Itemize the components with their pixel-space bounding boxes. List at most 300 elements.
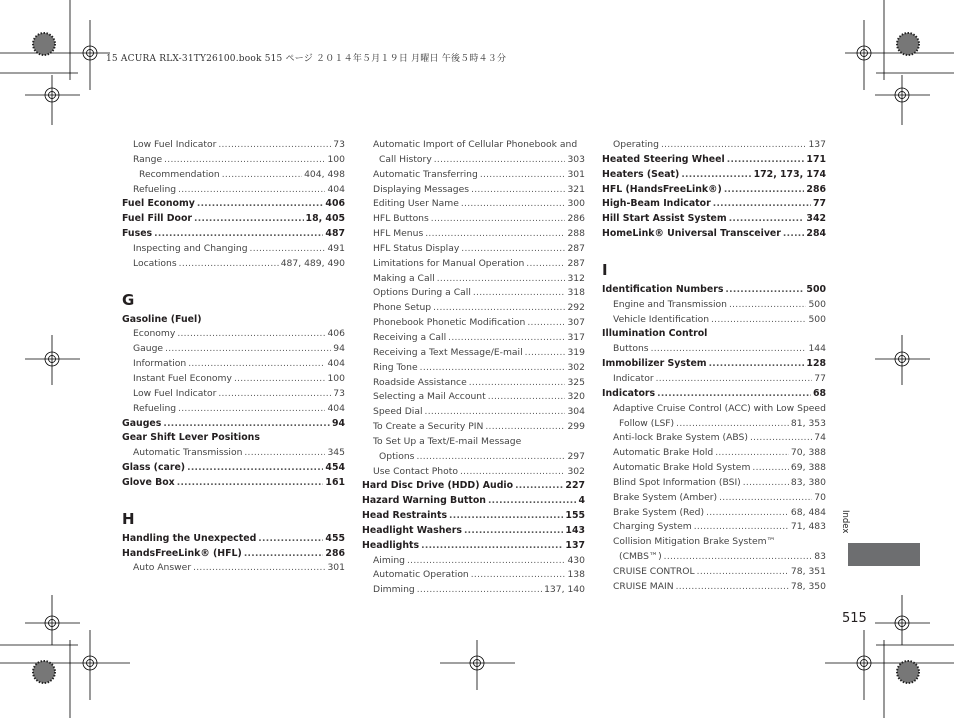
index-entry: [362, 212, 585, 227]
index-entry: [602, 153, 826, 168]
index-entry-term: Blind Spot Information (BSI): [613, 476, 741, 488]
dot-leader: [421, 539, 563, 554]
index-entry-page[interactable]: 455: [325, 532, 345, 544]
dot-leader: [178, 402, 325, 417]
dot-leader: [425, 405, 566, 420]
index-entry-term: Refueling: [133, 183, 177, 195]
index-entry-page[interactable]: 342: [806, 213, 826, 225]
index-entry: [602, 313, 826, 328]
dot-leader: [657, 387, 811, 402]
dot-leader: [664, 550, 813, 565]
index-entry: [602, 431, 826, 446]
index-entry-term: Charging System: [613, 521, 692, 533]
index-entry-term: Editing User Name: [373, 198, 459, 210]
index-entry-page[interactable]: 100: [327, 372, 345, 384]
index-entry-page[interactable]: 500: [808, 313, 826, 325]
index-entry: [362, 450, 585, 465]
index-entry-term: High-Beam Indicator: [602, 198, 711, 210]
index-entry-term: Fuel Fill Door: [122, 213, 193, 225]
index-entry: [362, 524, 585, 539]
index-entry-page[interactable]: 70: [814, 491, 826, 503]
index-entry: [122, 387, 345, 402]
index-entry-page[interactable]: 303: [567, 153, 585, 165]
index-entry-page[interactable]: 138: [567, 569, 585, 581]
dot-leader: [244, 446, 325, 461]
index-entry-term: Receiving a Text Message/E-mail: [373, 346, 523, 358]
index-entry: [122, 257, 345, 272]
section-letter: G: [122, 290, 135, 309]
index-entry-term: Head Restraints: [362, 510, 448, 522]
index-entry-term: Phonebook Phonetic Modification: [373, 317, 526, 329]
dot-leader: [515, 479, 563, 494]
dot-leader: [193, 561, 325, 576]
dot-leader: [480, 168, 566, 183]
index-entry-page[interactable]: 144: [808, 343, 826, 355]
index-entry: [602, 183, 826, 198]
index-entry-page[interactable]: 77: [814, 372, 826, 384]
index-entry-page[interactable]: 320: [567, 391, 585, 403]
index-entry: [362, 272, 585, 287]
index-entry-page[interactable]: 81, 353: [790, 417, 826, 429]
index-entry-page[interactable]: 404: [327, 183, 345, 195]
dot-leader: [651, 342, 807, 357]
index-entry: [122, 168, 345, 183]
index-entry-term: Gauge: [133, 343, 164, 355]
index-entry-term: Heated Steering Wheel: [602, 153, 725, 165]
index-entry: [602, 212, 826, 227]
index-entry: [362, 346, 585, 361]
dot-leader: [461, 242, 565, 257]
index-entry: [602, 417, 826, 432]
index-entry: [362, 331, 585, 346]
index-entry: [602, 387, 826, 402]
index-entry: [602, 520, 826, 535]
dot-leader: [676, 580, 789, 595]
index-entry-term: Auto Answer: [133, 562, 192, 574]
index-entry-page[interactable]: 100: [327, 153, 345, 165]
dot-leader: [743, 476, 789, 491]
dot-leader: [464, 524, 563, 539]
dot-leader: [725, 283, 804, 298]
index-entry-page[interactable]: 71, 483: [790, 521, 826, 533]
index-entry-page[interactable]: 78, 351: [790, 565, 826, 577]
index-entry: [362, 301, 585, 316]
index-entry-page[interactable]: 404: [327, 402, 345, 414]
index-entry-page[interactable]: 227: [565, 480, 585, 492]
index-entry-page[interactable]: 161: [325, 476, 345, 488]
index-entry-page[interactable]: 4: [578, 495, 585, 507]
index-entry-page[interactable]: 454: [325, 462, 345, 474]
index-entry-page[interactable]: 404, 498: [304, 168, 345, 180]
index-entry: [602, 168, 826, 183]
index-entry-term: HFL (HandsFreeLink®): [602, 183, 722, 195]
index-entry: [602, 138, 826, 153]
page-number: 515: [842, 611, 867, 626]
dot-leader: [715, 446, 789, 461]
dot-leader: [724, 183, 805, 198]
dot-leader: [165, 342, 331, 357]
dot-leader: [485, 420, 565, 435]
index-entry-page[interactable]: 83, 380: [790, 476, 826, 488]
index-entry-term: Fuses: [122, 228, 153, 240]
index-entry-term: Aiming: [373, 554, 405, 566]
index-entry-term: Glove Box: [122, 476, 175, 488]
index-entry-term: Speed Dial: [373, 406, 423, 418]
index-entry-term: Brake System (Amber): [613, 491, 718, 503]
index-entry-page[interactable]: 317: [567, 331, 585, 343]
dot-leader: [407, 554, 565, 569]
index-entry-term: Low Fuel Indicator: [133, 387, 217, 399]
dot-leader: [154, 227, 323, 242]
index-entry: [362, 197, 585, 212]
dot-leader: [469, 376, 566, 391]
index-entry-page[interactable]: 83: [814, 551, 826, 563]
dot-leader: [488, 494, 577, 509]
index-entry-page[interactable]: 487, 489, 490: [280, 257, 345, 269]
index-entry-page[interactable]: 288: [567, 228, 585, 240]
index-entry-term: Roadside Assistance: [373, 376, 467, 388]
dot-leader: [188, 357, 325, 372]
index-entry-page[interactable]: 143: [565, 524, 585, 536]
index-entry: [362, 316, 585, 331]
index-entry-term: Hard Disc Drive (HDD) Audio: [362, 480, 514, 492]
index-entry-page[interactable]: 73: [333, 387, 345, 399]
index-entry: [362, 583, 585, 598]
dot-leader: [473, 286, 566, 301]
index-entry: [122, 532, 345, 547]
dot-leader: [218, 138, 331, 153]
dot-leader: [187, 461, 323, 476]
index-entry-page[interactable]: 500: [808, 298, 826, 310]
dot-leader: [471, 183, 565, 198]
index-entry-term: Automatic Brake Hold System: [613, 462, 751, 474]
index-entry: [602, 357, 826, 372]
index-entry: [602, 298, 826, 313]
index-entry-term: Receiving a Call: [373, 331, 447, 343]
index-entry-page[interactable]: 284: [806, 228, 826, 240]
index-entry-page[interactable]: 312: [567, 272, 585, 284]
dot-leader: [681, 168, 751, 183]
index-entry-term: Gauges: [122, 417, 162, 429]
index-entry: [122, 342, 345, 357]
dot-leader: [471, 568, 566, 583]
index-side-tab-label: Index: [840, 510, 850, 534]
dot-leader: [179, 257, 279, 272]
index-entry-term: Operating: [613, 139, 659, 150]
dot-leader: [177, 327, 325, 342]
index-entry-page[interactable]: 69, 388: [790, 462, 826, 474]
index-entry-page[interactable]: 430: [567, 554, 585, 566]
index-entry: [602, 372, 826, 387]
index-entry-term: HFL Buttons: [373, 213, 429, 225]
index-entry-term: Ring Tone: [373, 361, 418, 373]
dot-leader: [197, 197, 324, 212]
index-entry-page[interactable]: 406: [327, 328, 345, 340]
index-entry: [122, 417, 345, 432]
index-entry: [122, 227, 345, 242]
dot-leader: [460, 465, 565, 480]
dot-leader: [178, 183, 325, 198]
dot-leader: [656, 372, 813, 387]
index-entry-term: Options: [379, 450, 415, 462]
index-entry-page[interactable]: 307: [567, 317, 585, 329]
dot-leader: [244, 547, 324, 562]
index-entry: [122, 212, 345, 227]
index-entry-page[interactable]: 300: [567, 198, 585, 210]
index-entry-term: Indicator: [613, 372, 654, 384]
index-entry-page[interactable]: 404: [327, 358, 345, 370]
dot-leader: [719, 491, 812, 506]
index-entry: [122, 242, 345, 257]
dot-leader: [194, 212, 304, 227]
dot-leader: [218, 387, 331, 402]
dot-leader: [661, 138, 807, 153]
dot-leader: [177, 476, 324, 491]
index-entry-page[interactable]: 287: [567, 242, 585, 254]
index-entry: [362, 257, 585, 272]
index-entry-term: Refueling: [133, 402, 177, 414]
section-letter: I: [602, 260, 608, 279]
index-entry: [362, 390, 585, 405]
dot-leader: [448, 331, 565, 346]
dot-leader: [258, 532, 323, 547]
index-entry-term: Automatic Transmission: [133, 447, 243, 459]
index-entry: [362, 361, 585, 376]
index-entry-page[interactable]: 299: [567, 421, 585, 433]
dot-leader: [222, 168, 302, 183]
dot-leader: [527, 316, 565, 331]
index-side-tab: [848, 543, 920, 566]
index-entry-term: To Create a Security PIN: [373, 421, 484, 433]
index-entry: [602, 565, 826, 580]
index-entry: [602, 550, 826, 565]
index-entry: [122, 476, 345, 491]
dot-leader: [425, 227, 565, 242]
index-entry-page[interactable]: 287: [567, 257, 585, 269]
index-entry-term: Identification Numbers: [602, 283, 724, 295]
index-entry-page[interactable]: 500: [806, 283, 826, 295]
index-entry-page[interactable]: 286: [806, 183, 826, 195]
index-entry-page[interactable]: 321: [567, 183, 585, 195]
index-entry-term: CRUISE MAIN: [613, 580, 674, 592]
index-entry-page[interactable]: 301: [327, 562, 345, 574]
index-entry-term: Inspecting and Changing: [133, 242, 248, 254]
index-entry-term: Selecting a Mail Account: [373, 391, 486, 403]
index-entry: [122, 357, 345, 372]
dot-leader: [729, 298, 806, 313]
dot-leader: [706, 506, 789, 521]
index-entry-term: Displaying Messages: [373, 183, 470, 195]
index-entry: [362, 376, 585, 391]
index-entry-term: Instant Fuel Economy: [133, 372, 232, 384]
index-entry-page[interactable]: 304: [567, 406, 585, 418]
index-heading: Adaptive Cruise Control (ACC) with Low Speed: [613, 402, 826, 414]
index-entry-term: Options During a Call: [373, 287, 471, 299]
index-entry-term: HandsFreeLink® (HFL): [122, 547, 242, 559]
index-entry: [602, 446, 826, 461]
index-entry-term: Range: [133, 153, 163, 165]
dot-leader: [750, 431, 812, 446]
index-entry: [362, 554, 585, 569]
index-entry-term: Automatic Operation: [373, 569, 469, 581]
index-entry: [122, 153, 345, 168]
index-entry-term: Locations: [133, 257, 177, 269]
index-entry: [602, 197, 826, 212]
index-entry-page[interactable]: 155: [565, 510, 585, 522]
index-column-3: [602, 138, 826, 595]
index-entry-term: Vehicle Identification: [613, 313, 710, 325]
index-entry: [122, 446, 345, 461]
dot-leader: [697, 565, 789, 580]
index-entry-term: Glass (care): [122, 462, 186, 474]
index-entry-page[interactable]: 128: [806, 358, 826, 370]
index-entry-term: Immobilizer System: [602, 358, 707, 370]
dot-leader: [711, 313, 806, 328]
index-entry: [122, 561, 345, 576]
index-entry-page[interactable]: 487: [325, 228, 345, 240]
index-entry: [362, 539, 585, 554]
section-letter: H: [122, 509, 135, 528]
index-entry: [362, 465, 585, 480]
index-entry-term: Making a Call: [373, 272, 435, 284]
index-entry-term: Brake System (Red): [613, 506, 705, 518]
index-entry-page[interactable]: 292: [567, 302, 585, 314]
dot-leader: [163, 417, 330, 432]
index-entry-page[interactable]: 302: [567, 361, 585, 373]
index-entry-page[interactable]: 318: [567, 287, 585, 299]
index-entry-term: Call History: [379, 153, 432, 165]
dot-leader: [433, 301, 565, 316]
dot-leader: [752, 461, 789, 476]
index-entry-page[interactable]: 68: [812, 387, 826, 399]
index-entry-page[interactable]: 302: [567, 465, 585, 477]
index-entry: [122, 138, 345, 153]
index-entry-page[interactable]: 301: [567, 168, 585, 180]
index-entry-page[interactable]: 94: [333, 343, 345, 355]
index-entry: [602, 506, 826, 521]
index-entry-term: Heaters (Seat): [602, 168, 680, 180]
index-entry-term: Low Fuel Indicator: [133, 139, 217, 150]
dot-leader: [434, 153, 566, 168]
index-entry-term: HFL Menus: [373, 228, 424, 240]
index-entry-page[interactable]: 68, 484: [790, 506, 826, 518]
index-entry-term: Follow (LSF): [619, 417, 675, 429]
index-entry: [122, 183, 345, 198]
index-heading: Gasoline (Fuel): [122, 313, 202, 325]
index-heading: Automatic Import of Cellular Phonebook and: [373, 139, 578, 150]
index-heading: Illumination Control: [602, 328, 708, 340]
index-entry-page[interactable]: 286: [325, 547, 345, 559]
index-entry-page[interactable]: 73: [333, 139, 345, 150]
index-entry-term: Dimming: [373, 584, 415, 596]
index-entry: [122, 327, 345, 342]
index-entry-page[interactable]: 18, 405: [305, 213, 345, 225]
index-entry: [122, 402, 345, 417]
index-column-2: [362, 138, 585, 598]
index-entry-term: Automatic Transferring: [373, 168, 478, 180]
dot-leader: [437, 272, 566, 287]
dot-leader: [431, 212, 566, 227]
index-entry: [122, 197, 345, 212]
index-heading: Gear Shift Lever Positions: [122, 432, 260, 444]
index-entry-page[interactable]: 137: [565, 539, 585, 551]
dot-leader: [676, 417, 789, 432]
index-entry-page[interactable]: 319: [567, 346, 585, 358]
index-entry: [602, 580, 826, 595]
index-entry-page[interactable]: 78, 350: [790, 580, 826, 592]
index-entry-page[interactable]: 137, 140: [544, 584, 585, 596]
dot-leader: [417, 583, 542, 598]
dot-leader: [525, 346, 566, 361]
index-entry-page[interactable]: 94: [331, 417, 345, 429]
index-entry: [602, 476, 826, 491]
index-entry: [602, 283, 826, 298]
index-entry-page[interactable]: 325: [567, 376, 585, 388]
index-entry: [362, 242, 585, 257]
index-entry-term: Limitations for Manual Operation: [373, 257, 525, 269]
index-entry: [122, 461, 345, 476]
index-entry-term: Recommendation: [139, 168, 220, 180]
index-entry-page[interactable]: 171: [806, 153, 826, 165]
index-entry: [362, 420, 585, 435]
dot-leader: [709, 357, 805, 372]
index-entry-page[interactable]: 74: [814, 432, 826, 444]
index-entry: [122, 372, 345, 387]
index-entry-page[interactable]: 77: [812, 198, 826, 210]
dot-leader: [461, 197, 566, 212]
index-entry-page[interactable]: 297: [567, 450, 585, 462]
dot-leader: [694, 520, 789, 535]
index-entry-term: Indicators: [602, 387, 656, 399]
index-entry-term: Phone Setup: [373, 302, 432, 314]
dot-leader: [416, 450, 565, 465]
index-entry-page[interactable]: 137: [808, 139, 826, 150]
index-entry: [362, 286, 585, 301]
index-entry-page[interactable]: 406: [325, 198, 345, 210]
index-entry-term: HFL Status Display: [373, 242, 460, 254]
index-entry: [362, 405, 585, 420]
index-entry: [122, 547, 345, 562]
dot-leader: [164, 153, 325, 168]
index-entry-term: HomeLink® Universal Transceiver: [602, 228, 781, 240]
index-entry-page[interactable]: 491: [327, 242, 345, 254]
index-entry: [602, 227, 826, 242]
index-entry: [362, 227, 585, 242]
index-entry-term: Use Contact Photo: [373, 465, 458, 477]
dot-leader: [727, 153, 805, 168]
dot-leader: [729, 212, 805, 227]
dot-leader: [234, 372, 326, 387]
index-entry-term: Engine and Transmission: [613, 298, 727, 310]
index-entry-term: Hill Start Assist System: [602, 213, 727, 225]
index-entry-term: CRUISE CONTROL: [613, 565, 695, 577]
index-entry: [362, 153, 585, 168]
index-entry-term: Buttons: [613, 343, 649, 355]
index-entry-page[interactable]: 286: [567, 213, 585, 225]
index-entry: [362, 168, 585, 183]
index-entry-term: Fuel Economy: [122, 198, 195, 210]
index-entry: [362, 494, 585, 509]
index-entry-term: Anti-lock Brake System (ABS): [613, 432, 748, 444]
index-entry: [602, 461, 826, 476]
index-entry-page[interactable]: 345: [327, 447, 345, 459]
book-header-line: 15 ACURA RLX-31TY26100.book 515 ページ ２０１４年５月１９日 月曜日 午後５時４３分: [106, 54, 507, 64]
index-entry: [362, 479, 585, 494]
index-entry-page[interactable]: 172, 173, 174: [753, 168, 826, 180]
index-entry-term: Headlight Washers: [362, 524, 462, 536]
index-column-1: [122, 138, 345, 576]
index-entry-page[interactable]: 70, 388: [790, 447, 826, 459]
